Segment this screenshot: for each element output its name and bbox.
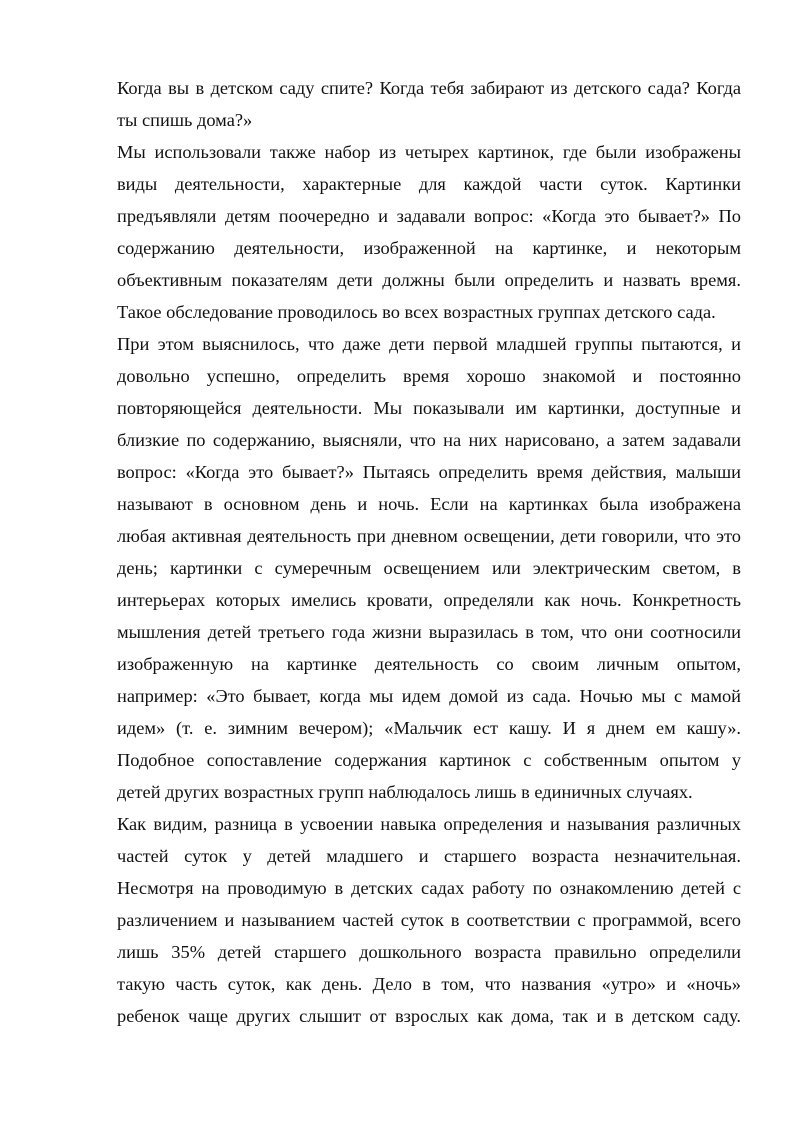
text-line: Несмотря на проводимую в детских садах работу по ознакомлению детей с (117, 878, 741, 898)
paragraph-4 (117, 808, 741, 1032)
text-line: интерьерах которых имелись кровати, определяли как ночь. Конкретность (117, 590, 741, 610)
text-line: При этом выяснилось, что даже дети первой младшей группы пытаются, и (117, 334, 741, 354)
text-line: содержанию деятельности, изображенной на картинке, и некоторым (117, 238, 741, 258)
text-line: называют в основном день и ночь. Если на картинках была изображена (117, 494, 741, 514)
paragraph-2 (117, 136, 741, 328)
text-line: день; картинки с сумеречным освещением или электрическим светом, в (117, 558, 741, 578)
paragraph-1 (117, 72, 741, 136)
text-line: ты спишь дома?» (117, 110, 253, 130)
text-line: Такое обследование проводилось во всех возрастных группах детского сада. (117, 302, 716, 322)
text-line: Мы использовали также набор из четырех картинок, где были изображены (117, 142, 741, 162)
text-line: предъявляли детям поочередно и задавали вопрос: «Когда это бывает?» По (117, 206, 741, 226)
text-line: повторяющейся деятельности. Мы показывали им картинки, доступные и (117, 398, 741, 418)
text-line: объективным показателям дети должны были определить и назвать время. (117, 270, 741, 290)
document-page (117, 72, 741, 1032)
text-line: близкие по содержанию, выясняли, что на них нарисовано, а затем задавали (117, 430, 741, 450)
text-line: Когда вы в детском саду спите? Когда тебя забирают из детского сада? Когда (117, 78, 741, 98)
text-line: частей суток у детей младшего и старшего возраста незначительная. (117, 846, 741, 866)
text-line: мышления детей третьего года жизни выразилась в том, что они соотносили (117, 622, 741, 642)
text-line: вопрос: «Когда это бывает?» Пытаясь определить время действия, малыши (117, 462, 741, 482)
text-line: например: «Это бывает, когда мы идем домой из сада. Ночью мы с мамой (117, 686, 741, 706)
text-line: любая активная деятельность при дневном освещении, дети говорили, что это (117, 526, 741, 546)
text-line: Подобное сопоставление содержания картинок с собственным опытом у (117, 750, 741, 770)
text-line: виды деятельности, характерные для каждой части суток. Картинки (117, 174, 741, 194)
text-line: Как видим, разница в усвоении навыка определения и называния различных (117, 814, 741, 834)
text-line: изображенную на картинке деятельность со своим личным опытом, (117, 654, 741, 674)
text-line: довольно успешно, определить время хорошо знакомой и постоянно (117, 366, 741, 386)
text-line: детей других возрастных групп наблюдалось лишь в единичных случаях. (117, 782, 693, 802)
text-line: лишь 35% детей старшего дошкольного возраста правильно определили (117, 942, 741, 962)
paragraph-3 (117, 328, 741, 808)
text-line: различением и называнием частей суток в соответствии с программой, всего (117, 910, 741, 930)
text-line: идем» (т. е. зимним вечером); «Мальчик ест кашу. И я днем ем кашу». (117, 718, 741, 738)
text-line: такую часть суток, как день. Дело в том, что названия «утро» и «ночь» (117, 974, 741, 994)
text-line: ребенок чаще других слышит от взрослых как дома, так и в детском саду. (117, 1006, 741, 1026)
